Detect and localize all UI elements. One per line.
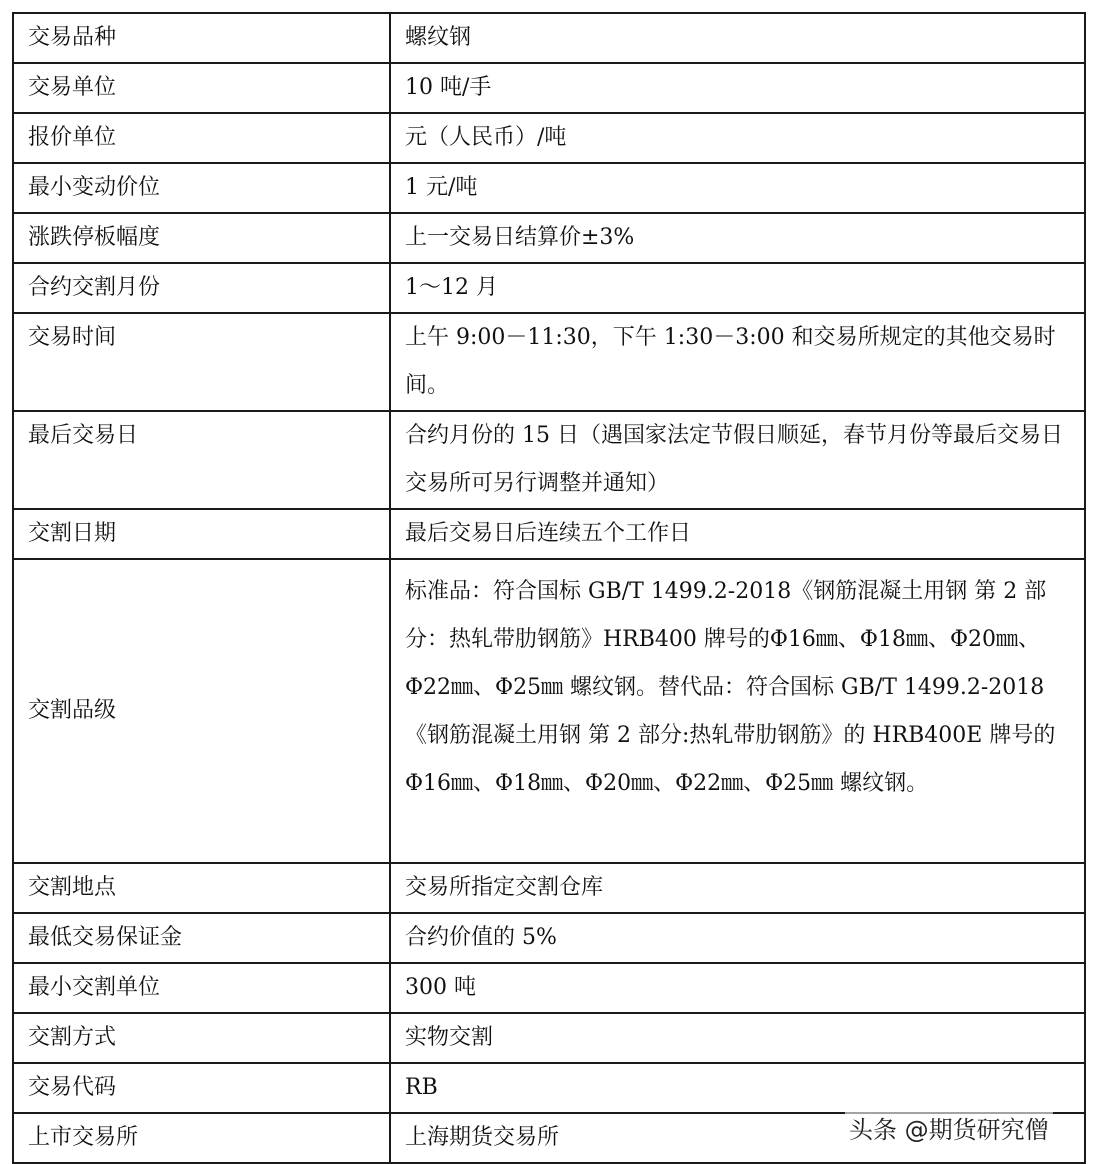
row-label: 涨跌停板幅度 [13,213,390,263]
row-value: 300 吨 [390,963,1085,1013]
table-row [13,313,1085,411]
row-value: 上午 9:00－11:30，下午 1:30－3:00 和交易所规定的其他交易时间。 [390,313,1085,411]
row-value: 上一交易日结算价±3% [390,213,1085,263]
row-value: 螺纹钢 [390,13,1085,63]
row-label: 合约交割月份 [13,263,390,313]
table-row [13,13,1085,63]
row-value: 最后交易日后连续五个工作日 [390,509,1085,559]
row-label: 最后交易日 [13,411,390,509]
row-label: 交割品级 [13,559,390,863]
table-row [13,913,1085,963]
row-value: 1～12 月 [390,263,1085,313]
row-value: 10 吨/手 [390,63,1085,113]
table-row [13,113,1085,163]
table-row [13,863,1085,913]
table-row [13,163,1085,213]
row-label: 报价单位 [13,113,390,163]
table-row [13,1013,1085,1063]
contract-spec-table [12,12,1086,1164]
row-value: 实物交割 [390,1013,1085,1063]
table-row [13,963,1085,1013]
table-row [13,559,1085,863]
table-row [13,1063,1085,1113]
row-label: 交易代码 [13,1063,390,1113]
row-value: 交易所指定交割仓库 [390,863,1085,913]
row-label: 交易品种 [13,13,390,63]
watermark: 头条 @期货研究僧 [845,1110,1053,1145]
row-value: 合约价值的 5% [390,913,1085,963]
table-row [13,411,1085,509]
row-value: 元（人民币）/吨 [390,113,1085,163]
row-label: 交割日期 [13,509,390,559]
row-label: 交易单位 [13,63,390,113]
row-label: 最小变动价位 [13,163,390,213]
row-label: 上市交易所 [13,1113,390,1163]
row-value: 1 元/吨 [390,163,1085,213]
row-value: 标准品：符合国标 GB/T 1499.2-2018《钢筋混凝土用钢 第 2 部分：热轧带肋钢筋》HRB400 牌号的Φ16㎜、Φ18㎜、Φ20㎜、Φ22㎜、Φ25㎜ 螺纹钢。替代品：符合国标 GB/T 1499.2-2018《钢筋混凝土用钢 第 2 部分:热轧带肋钢筋》的 HRB400E 牌号的Φ16㎜、Φ18㎜、Φ20㎜、Φ22㎜、Φ25㎜ 螺纹钢。 [390,559,1085,863]
row-label: 交割地点 [13,863,390,913]
row-label: 交易时间 [13,313,390,411]
row-label: 交割方式 [13,1013,390,1063]
row-label: 最小交割单位 [13,963,390,1013]
table-row [13,213,1085,263]
table-row [13,263,1085,313]
row-label: 最低交易保证金 [13,913,390,963]
row-value: 合约月份的 15 日（遇国家法定节假日顺延，春节月份等最后交易日交易所可另行调整并通知） [390,411,1085,509]
row-value: RB [390,1063,1085,1113]
row-value: 上海期货交易所 [390,1113,1085,1163]
table-row [13,509,1085,559]
table-row [13,63,1085,113]
